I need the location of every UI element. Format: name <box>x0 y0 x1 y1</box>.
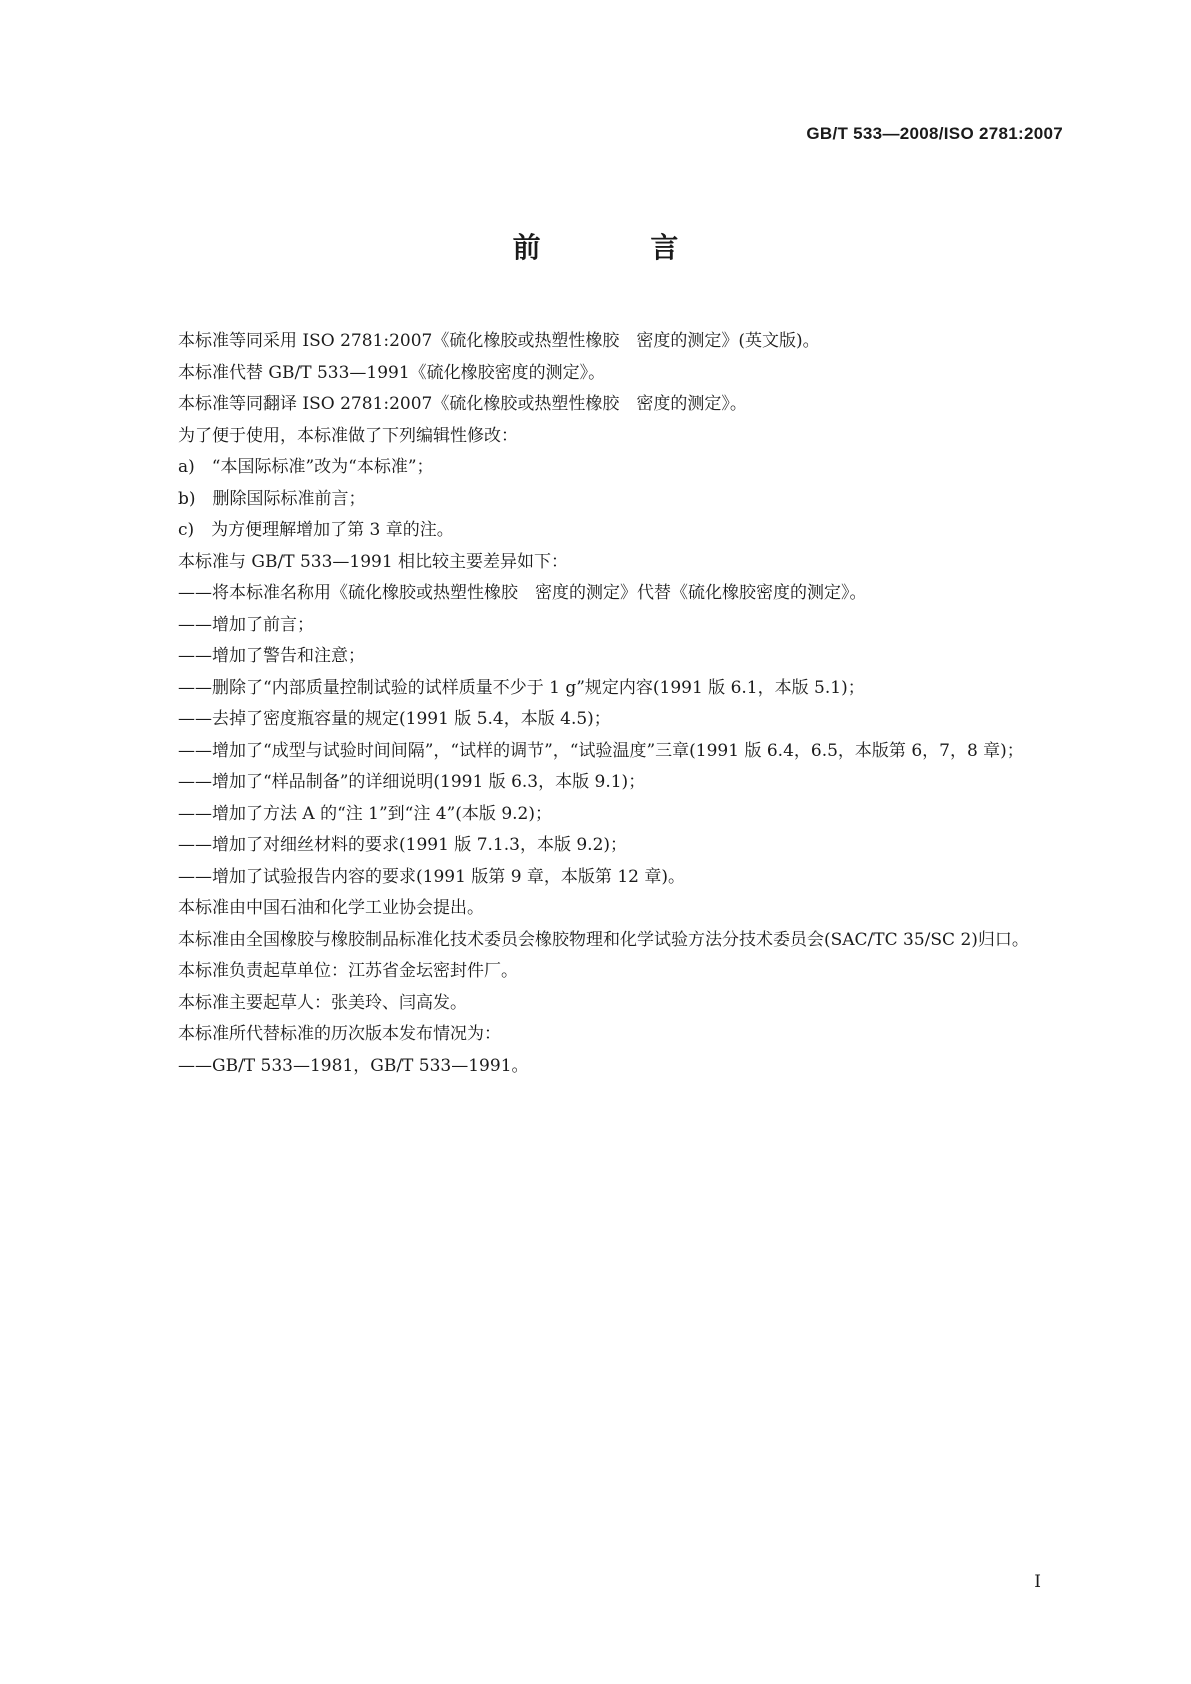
page-number: I <box>1034 1572 1041 1592</box>
list-item: ——增加了对细丝材料的要求(1991 版 7.1.3，本版 9.2)； <box>178 835 628 855</box>
page-title: 前 言 <box>512 231 729 264</box>
paragraph-editorial-intro: 为了便于使用，本标准做了下列编辑性修改： <box>178 425 518 446</box>
list-item: ——增加了方法 A 的“注 1”到“注 4”(本版 9.2)； <box>178 803 552 824</box>
list-item: b) 删除国际标准前言； <box>178 488 366 509</box>
paragraph-committee: 本标准由全国橡胶与橡胶制品标准化技术委员会橡胶物理和化学试验方法分技术委员会(SAC/TC 35/SC 2)归口。 <box>178 929 1029 950</box>
list-item: ——将本标准名称用《硫化橡胶或热塑性橡胶 密度的测定》代替《硫化橡胶密度的测定》。 <box>178 583 867 603</box>
list-item: ——删除了“内部质量控制试验的试样质量不少于 1 g”规定内容(1991 版 6.1，本版 5.1)； <box>178 677 865 698</box>
list-item: ——增加了试验报告内容的要求(1991 版第 9 章，本版第 12 章)。 <box>178 866 685 887</box>
paragraph-adoption: 本标准等同采用 ISO 2781:2007《硫化橡胶或热塑性橡胶 密度的测定》(英文版)。 <box>178 331 820 351</box>
list-item: ——增加了“成型与试验时间间隔”，“试样的调节”，“试验温度”三章(1991 版 6.4，6.5，本版第 6，7，8 章)； <box>178 740 1024 761</box>
list-item: ——增加了前言； <box>178 614 314 635</box>
list-item: a) “本国际标准”改为“本标准”； <box>178 457 434 477</box>
document-code: GB/T 533—2008/ISO 2781:2007 <box>806 124 1063 143</box>
paragraph-drafters: 本标准主要起草人：张美玲、闫高发。 <box>178 992 467 1013</box>
list-item: c) 为方便理解增加了第 3 章的注。 <box>178 520 454 540</box>
list-item: ——去掉了密度瓶容量的规定(1991 版 5.4，本版 4.5)； <box>178 709 611 729</box>
paragraph-history-intro: 本标准所代替标准的历次版本发布情况为： <box>178 1024 501 1044</box>
list-item: ——增加了“样品制备”的详细说明(1991 版 6.3，本版 9.1)； <box>178 772 646 792</box>
list-item: ——GB/T 533—1981，GB/T 533—1991。 <box>178 1055 529 1076</box>
paragraph-differences-intro: 本标准与 GB/T 533—1991 相比较主要差异如下： <box>178 551 569 572</box>
paragraph-translation: 本标准等同翻译 ISO 2781:2007《硫化橡胶或热塑性橡胶 密度的测定》。 <box>178 394 747 414</box>
paragraph-proposer: 本标准由中国石油和化学工业协会提出。 <box>178 898 484 918</box>
paragraph-replaces: 本标准代替 GB/T 533—1991《硫化橡胶密度的测定》。 <box>178 362 606 383</box>
paragraph-drafting-unit: 本标准负责起草单位：江苏省金坛密封件厂。 <box>178 961 518 981</box>
list-item: ——增加了警告和注意； <box>178 646 365 666</box>
foreword-body <box>178 326 1058 1082</box>
